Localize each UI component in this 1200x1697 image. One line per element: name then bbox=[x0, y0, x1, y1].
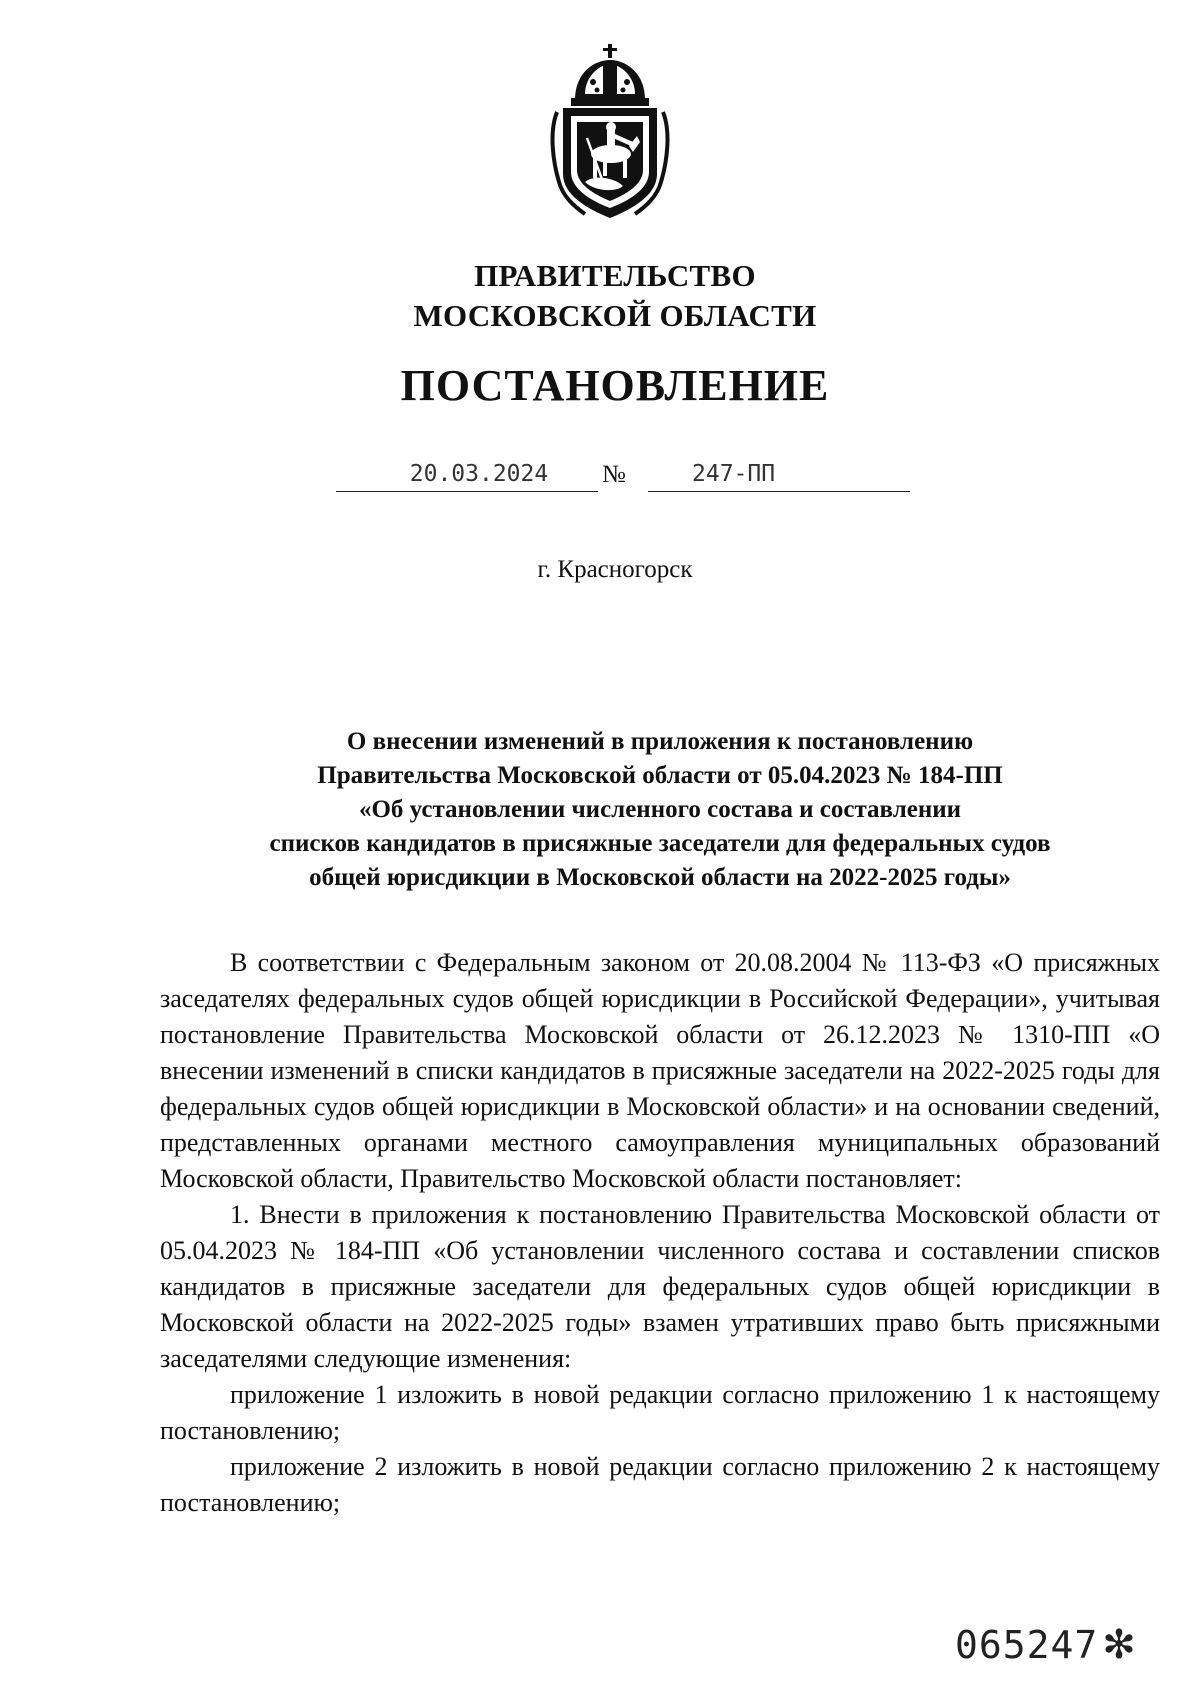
document-subject bbox=[160, 725, 1160, 895]
document-date: 20.03.2024 bbox=[336, 456, 598, 492]
subject-line: О внесении изменений в приложения к постановлению bbox=[346, 728, 974, 755]
asterisk-icon: ✻ bbox=[1102, 1622, 1137, 1668]
serial-number: 065247 bbox=[955, 1623, 1099, 1667]
body-paragraph: приложение 1 изложить в новой редакции согласно приложению 1 к настоящему постановлению; bbox=[160, 1380, 1160, 1445]
body-paragraph: приложение 2 изложить в новой редакции согласно приложению 2 к настоящему постановлению; bbox=[160, 1452, 1160, 1517]
issue-city: г. Красногорск bbox=[537, 556, 693, 583]
body-paragraph: В соответствии с Федеральным законом от 20.08.2004 № 113-ФЗ «О присяжных заседателях федеральных судов общей юрисдикции в Российской Федерации», учитывая постановление Правительства Московской области от 26.12.2023 № 1310-ПП «О внесении изменений в списки кандидатов в присяжные заседатели на 2022-2025 годы для федеральных судов общей юрисдикции в Московской области» и на основании сведений, представленных органами местного самоуправления муниципальных образований Московской области, Правительство Московской области постановляет: bbox=[160, 948, 1160, 1193]
registration-line bbox=[336, 456, 908, 496]
document-body bbox=[160, 945, 1160, 1521]
org-title-line-1: ПРАВИТЕЛЬСТВО bbox=[474, 258, 756, 293]
document-type-title: ПОСТАНОВЛЕНИЕ bbox=[400, 361, 830, 410]
number-sign: № bbox=[602, 461, 626, 488]
subject-line: общей юрисдикции в Московской области на 2022-2025 годы» bbox=[309, 864, 1011, 891]
subject-line: списков кандидатов в присяжные заседатели для федеральных судов bbox=[269, 830, 1051, 857]
document-number: 247-ПП bbox=[648, 456, 910, 492]
org-title-line-2: МОСКОВСКОЙ ОБЛАСТИ bbox=[413, 298, 817, 333]
body-paragraph: 1. Внести в приложения к постановлению Правительства Московской области от 05.04.2023 № 184-ПП «Об установлении численного состава и составлении списков кандидатов в присяжные заседатели для федеральных судов общей юрисдикции в Московской области на 2022-2025 годы» взамен утративших право быть присяжными заседателями следующие изменения: bbox=[160, 1200, 1160, 1373]
coat-of-arms-icon bbox=[545, 42, 675, 220]
serial-stamp bbox=[955, 1623, 1137, 1667]
subject-line: «Об установлении численного состава и составлении bbox=[358, 796, 962, 823]
subject-line: Правительства Московской области от 05.04.2023 № 184-ПП bbox=[317, 762, 1003, 789]
